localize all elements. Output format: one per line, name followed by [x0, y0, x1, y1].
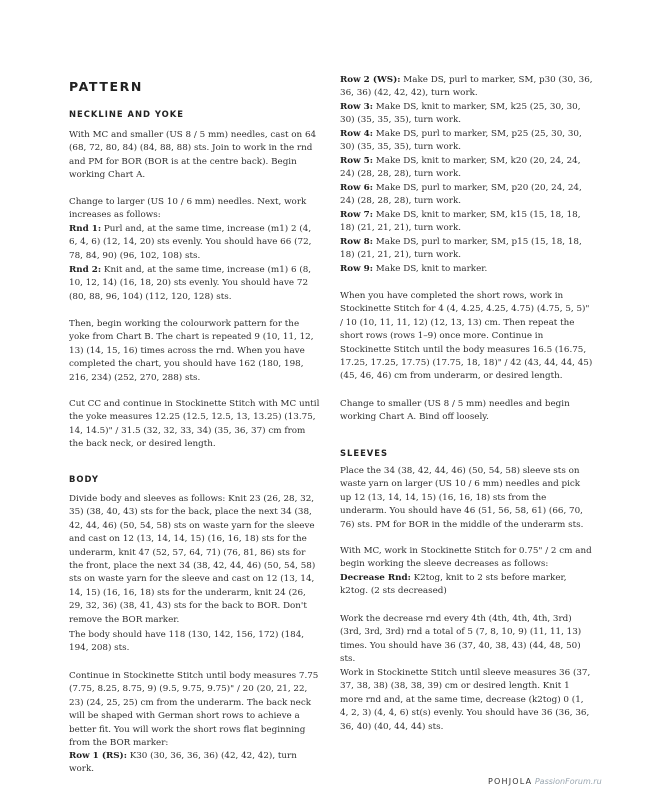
short-row-3 [340, 101, 593, 128]
sleeves-paragraph-3: Work the decrease rnd every 4th (4th, 4th, 4th, 3rd) (3rd, 3rd, 3rd) rnd a total of 5 (7, 8, 10, 9) (11, 11, 13) times. You should have 36 (37, 40, 38, 43) (44, 48, 50) sts. [340, 614, 582, 665]
row-label: Row 5: [340, 156, 374, 166]
body-paragraph-3: Continue in Stockinette Stitch until body measures 7.75 (7.75, 8.25, 8.75, 9) (9.5, 9.75, 9.75)" / 20 (20, 21, 22, 23) (24, 25, 25) cm from the underarm. The back neck will be shaped with German short rows to achieve a better fit. You will work the short rows flat beginning from the BOR marker: [69, 671, 319, 749]
neckline-rnd-1 [69, 223, 322, 263]
short-row-9 [340, 263, 593, 276]
row-label: Row 6: [340, 183, 374, 193]
neckline-paragraph-2: Change to larger (US 10 / 6 mm) needles. Next, work increases as follows: [69, 197, 307, 221]
short-row-6 [340, 182, 593, 209]
row-1-label: Row 1 (RS): [69, 751, 127, 761]
row-label: Row 8: [340, 237, 374, 247]
sleeves-heading: SLEEVES [340, 448, 389, 458]
row-label: Row 9: [340, 264, 374, 274]
neckline-rnd-2 [69, 264, 322, 304]
row-text: Make DS, purl to marker, SM, p20 (20, 24, 24, 24) (28, 28, 28), turn work. [340, 183, 582, 207]
row-label: Row 2 (WS): [340, 75, 401, 85]
publication-name: POHJOLA [488, 777, 533, 786]
body-row-1 [69, 750, 322, 777]
sleeves-decrease-rnd [340, 572, 593, 599]
row-text: Make DS, knit to marker. [373, 264, 488, 274]
row-text: Make DS, knit to marker, SM, k15 (15, 18, 18, 18) (21, 21, 21), turn work. [340, 210, 581, 234]
body-paragraph-4: When you have completed the short rows, work in Stockinette Stitch for 4 (4, 4.25, 4.25, 4.75) (4.75, 5, 5)" / 10 (10, 11, 11, 12) (12, 13, 13) cm. Then repeat the short rows (rows 1–9) once more. Continue in Stockinette Stitch until the body measures 16.5 (16.75, 17.25, 17.25, 17.75) (17.75, 18, 18)" / 42 (43, 44, 44, 45) (45, 46, 46) cm from underarm, or desired length. [340, 291, 593, 382]
row-text: Make DS, knit to marker, SM, k20 (20, 24, 24, 24) (28, 28, 28), turn work. [340, 156, 581, 180]
body-paragraph-1: Divide body and sleeves as follows: Knit 23 (26, 28, 32, 35) (38, 40, 43) sts for the back, place the next 34 (38, 42, 44, 46) (50, 54, 58) sts on waste yarn for the sleeve and cast on 12 (13, 14, 14, 15) (16, 16, 18) sts for the underarm, knit 47 (52, 57, 64, 71) (76, 81, 86) sts for the front, place the next 34 (38, 42, 44, 46) (50, 54, 58) sts on waste yarn for the sleeve and cast on 12 (13, 14, 14, 15) (16, 16, 18) sts for the underarm, knit 24 (26, 29, 32, 36) (38, 41, 43) sts for the back to BOR. Don't remove the BOR marker. [69, 494, 316, 625]
sleeves-paragraph-2: With MC, work in Stockinette Stitch for 0.75" / 2 cm and begin working the sleeve decreases as follows: [340, 546, 592, 570]
row-text: Make DS, purl to marker, SM, p30 (30, 36, 36, 36) (42, 42, 42), turn work. [340, 75, 593, 99]
neckline-paragraph-4: Cut CC and continue in Stockinette Stitch with MC until the yoke measures 12.25 (12.5, 12.5, 13, 13.25) (13.75, 14, 14.5)" / 31.5 (32, 32, 33, 34) (35, 36, 37) cm from the back neck, or desired length. [69, 399, 320, 450]
row-1-text: K30 (30, 36, 36, 36) (42, 42, 42), turn work. [69, 751, 297, 775]
neckline-paragraph-3: Then, begin working the colourwork pattern for the yoke from Chart B. The chart is repeated 9 (10, 11, 12, 13) (14, 15, 16) times across the rnd. When you have completed the chart, you should have 162 (180, 198, 216, 234) (252, 270, 288) sts. [69, 319, 314, 383]
decrease-rnd-text: K2tog, knit to 2 sts before marker, k2tog. (2 sts decreased) [340, 573, 567, 597]
neckline-heading: NECKLINE AND YOKE [69, 109, 184, 119]
rnd-1-text: Purl and, at the same time, increase (m1) 2 (4, 6, 4, 6) (12, 14, 20) sts evenly. You should have 66 (72, 78, 84, 90) (96, 102, 108) sts. [69, 224, 312, 261]
short-row-7 [340, 209, 593, 236]
page-title: PATTERN [69, 79, 143, 94]
row-label: Row 3: [340, 102, 374, 112]
short-row-2 [340, 74, 593, 101]
body-paragraph-2: The body should have 118 (130, 142, 156, 172) (184, 194, 208) sts. [69, 630, 305, 654]
decrease-rnd-label: Decrease Rnd: [340, 573, 411, 583]
rnd-1-label: Rnd 1: [69, 224, 102, 234]
neckline-paragraph-1: With MC and smaller (US 8 / 5 mm) needles, cast on 64 (68, 72, 80, 84) (84, 88, 88) sts. Join to work in the rnd and PM for BOR (BOR is at the centre back). Begin working Chart A. [69, 130, 317, 181]
body-heading: BODY [69, 474, 99, 484]
row-text: Make DS, purl to marker, SM, p25 (25, 30, 30, 30) (35, 35, 35), turn work. [340, 129, 582, 153]
watermark: PassionForum.ru [534, 777, 602, 786]
row-text: Make DS, purl to marker, SM, p15 (15, 18, 18, 18) (21, 21, 21), turn work. [340, 237, 582, 261]
rnd-2-label: Rnd 2: [69, 265, 102, 275]
short-row-4 [340, 128, 593, 155]
row-label: Row 7: [340, 210, 374, 220]
page-footer [488, 777, 648, 793]
sleeves-paragraph-4: Work in Stockinette Stitch until sleeve measures 36 (37, 37, 38, 38) (38, 38, 39) cm or desired length. Knit 1 more rnd and, at the same time, decrease (k2tog) 0 (1, 4, 2, 3) (4, 4, 6) st(s) evenly. You should have 36 (36, 36, 36, 40) (40, 44, 44) sts. [340, 668, 591, 732]
short-row-8 [340, 236, 593, 263]
row-text: Make DS, knit to marker, SM, k25 (25, 30, 30, 30) (35, 35, 35), turn work. [340, 102, 581, 126]
rnd-2-text: Knit and, at the same time, increase (m1) 6 (8, 10, 12, 14) (16, 18, 20) sts evenly. You should have 72 (80, 88, 96, 104) (112, 120, 128) sts. [69, 265, 312, 302]
short-row-5 [340, 155, 593, 182]
body-paragraph-5: Change to smaller (US 8 / 5 mm) needles and begin working Chart A. Bind off loosely. [340, 399, 570, 423]
row-label: Row 4: [340, 129, 374, 139]
sleeves-paragraph-1: Place the 34 (38, 42, 44, 46) (50, 54, 58) sleeve sts on waste yarn on larger (US 10 / 6 mm) needles and pick up 12 (13, 14, 14, 15) (16, 16, 18) sts from the underarm. You should have 46 (51, 56, 58, 61) (66, 70, 76) sts. PM for BOR in the middle of the underarm sts. [340, 466, 584, 530]
